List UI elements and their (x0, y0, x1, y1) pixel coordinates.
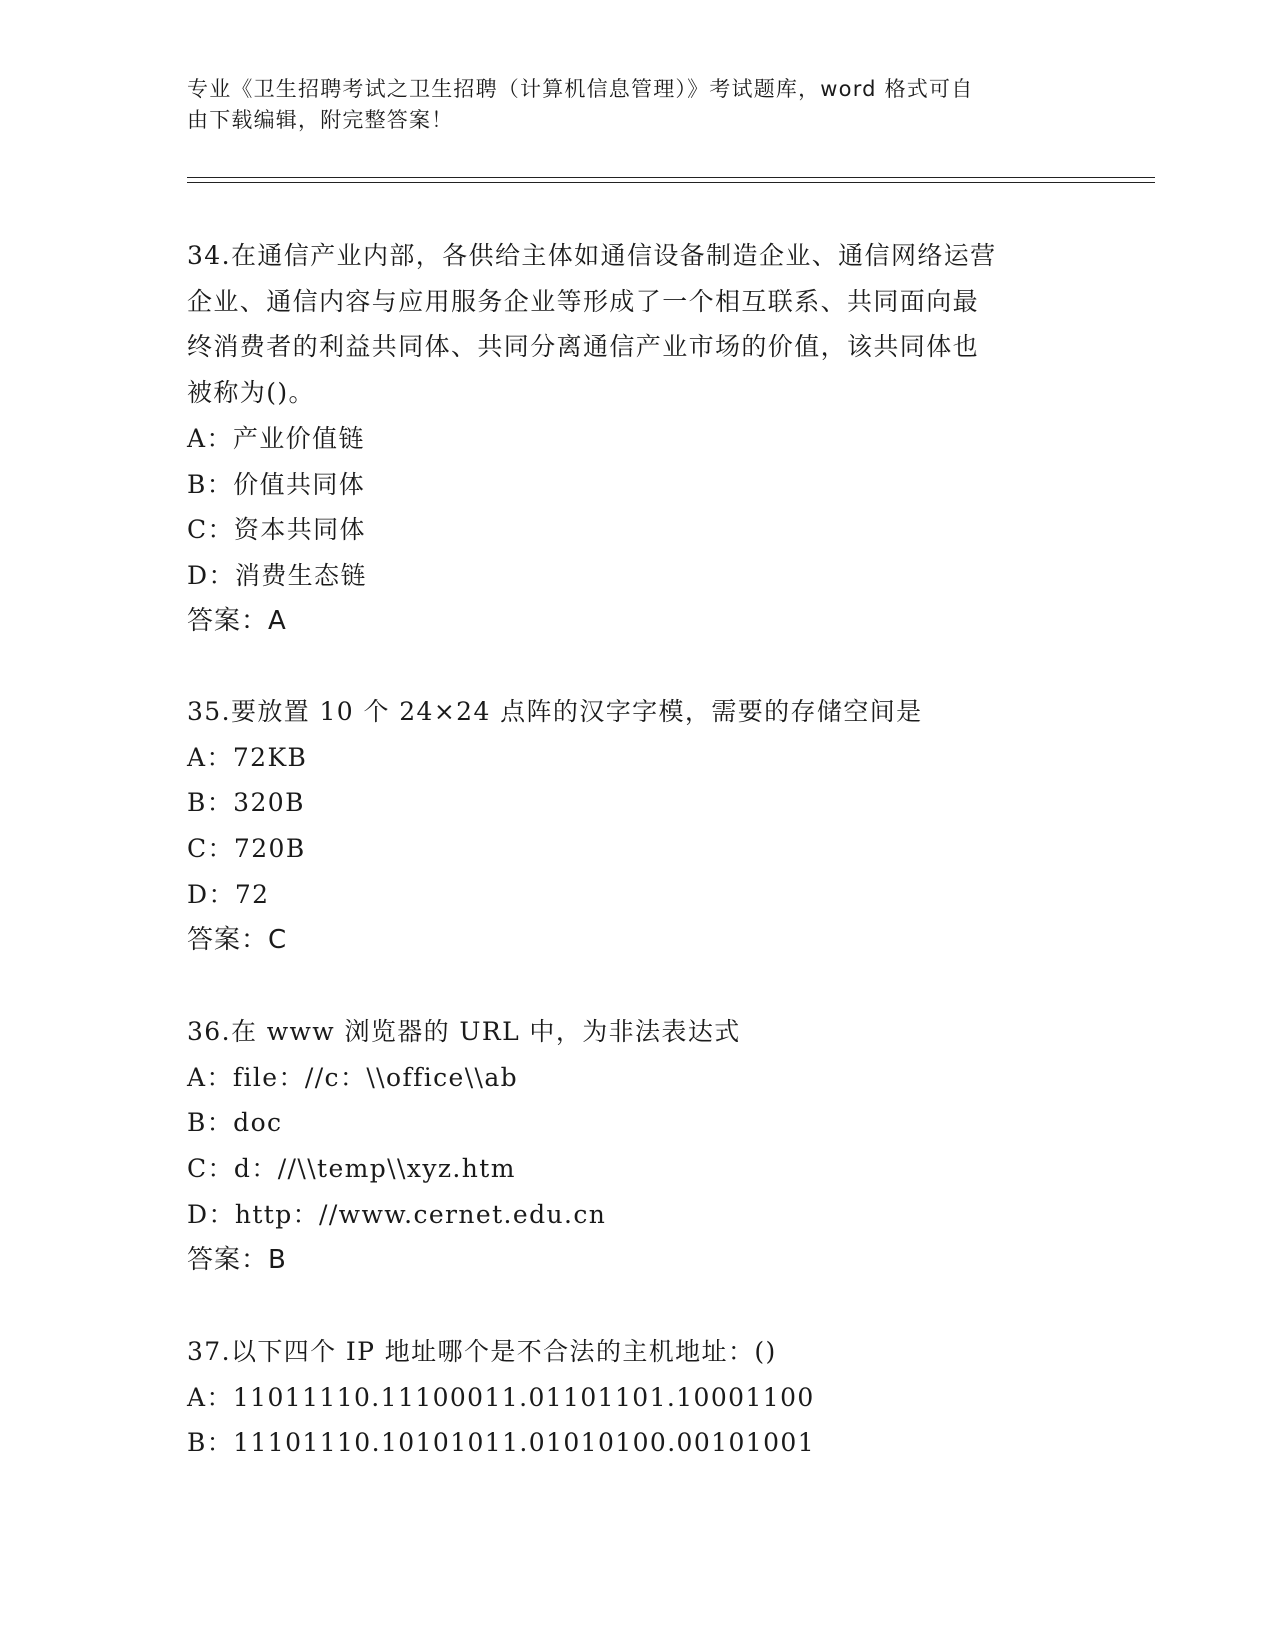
question-35 (187, 689, 1087, 963)
question-stem-line: 被称为()。 (187, 378, 315, 408)
question-37 (187, 1329, 1087, 1466)
option-a: A：file：//c：\\office\\ab (187, 1062, 519, 1092)
option-d: D：http：//www.cernet.edu.cn (187, 1199, 607, 1229)
document-header (187, 74, 1067, 136)
answer-line: 答案：C (187, 924, 288, 955)
header-line-2: 由下载编辑，附完整答案！ (187, 108, 454, 132)
option-a: A：72KB (187, 742, 308, 772)
answer-line: 答案：A (187, 605, 287, 636)
option-d: D：消费生态链 (187, 560, 367, 590)
header-divider-bottom (187, 182, 1155, 183)
option-a: A：产业价值链 (187, 423, 365, 453)
option-d: D：72 (187, 879, 270, 909)
option-c: C：d：//\\temp\\xyz.htm (187, 1154, 516, 1184)
question-34 (187, 233, 1087, 644)
header-line-1: 专业《卫生招聘考试之卫生招聘（计算机信息管理）》考试题库，word 格式可自 (187, 77, 974, 101)
question-stem-line: 35.要放置 10 个 24×24 点阵的汉字字模，需要的存储空间是 (187, 697, 923, 726)
question-stem-line: 34.在通信产业内部，各供给主体如通信设备制造企业、通信网络运营 (187, 241, 997, 270)
option-b: B：价值共同体 (187, 469, 366, 499)
question-stem-line: 37.以下四个 IP 地址哪个是不合法的主机地址：() (187, 1337, 777, 1366)
header-divider-top (187, 177, 1155, 178)
question-stem-line: 企业、通信内容与应用服务企业等形成了一个相互联系、共同面向最 (187, 286, 980, 316)
option-a: A：11011110.11100011.01101101.10001100 (187, 1382, 815, 1412)
question-stem-line: 36.在 www 浏览器的 URL 中，为非法表达式 (187, 1017, 741, 1046)
option-b: B：11101110.10101011.01010100.00101001 (187, 1428, 815, 1458)
option-c: C：720B (187, 834, 306, 864)
option-b: B：320B (187, 788, 305, 818)
option-b: B：doc (187, 1108, 283, 1138)
option-c: C：资本共同体 (187, 515, 366, 545)
question-36 (187, 1009, 1087, 1283)
question-stem-line: 终消费者的利益共同体、共同分离通信产业市场的价值，该共同体也 (187, 332, 980, 362)
answer-line: 答案：B (187, 1244, 287, 1275)
